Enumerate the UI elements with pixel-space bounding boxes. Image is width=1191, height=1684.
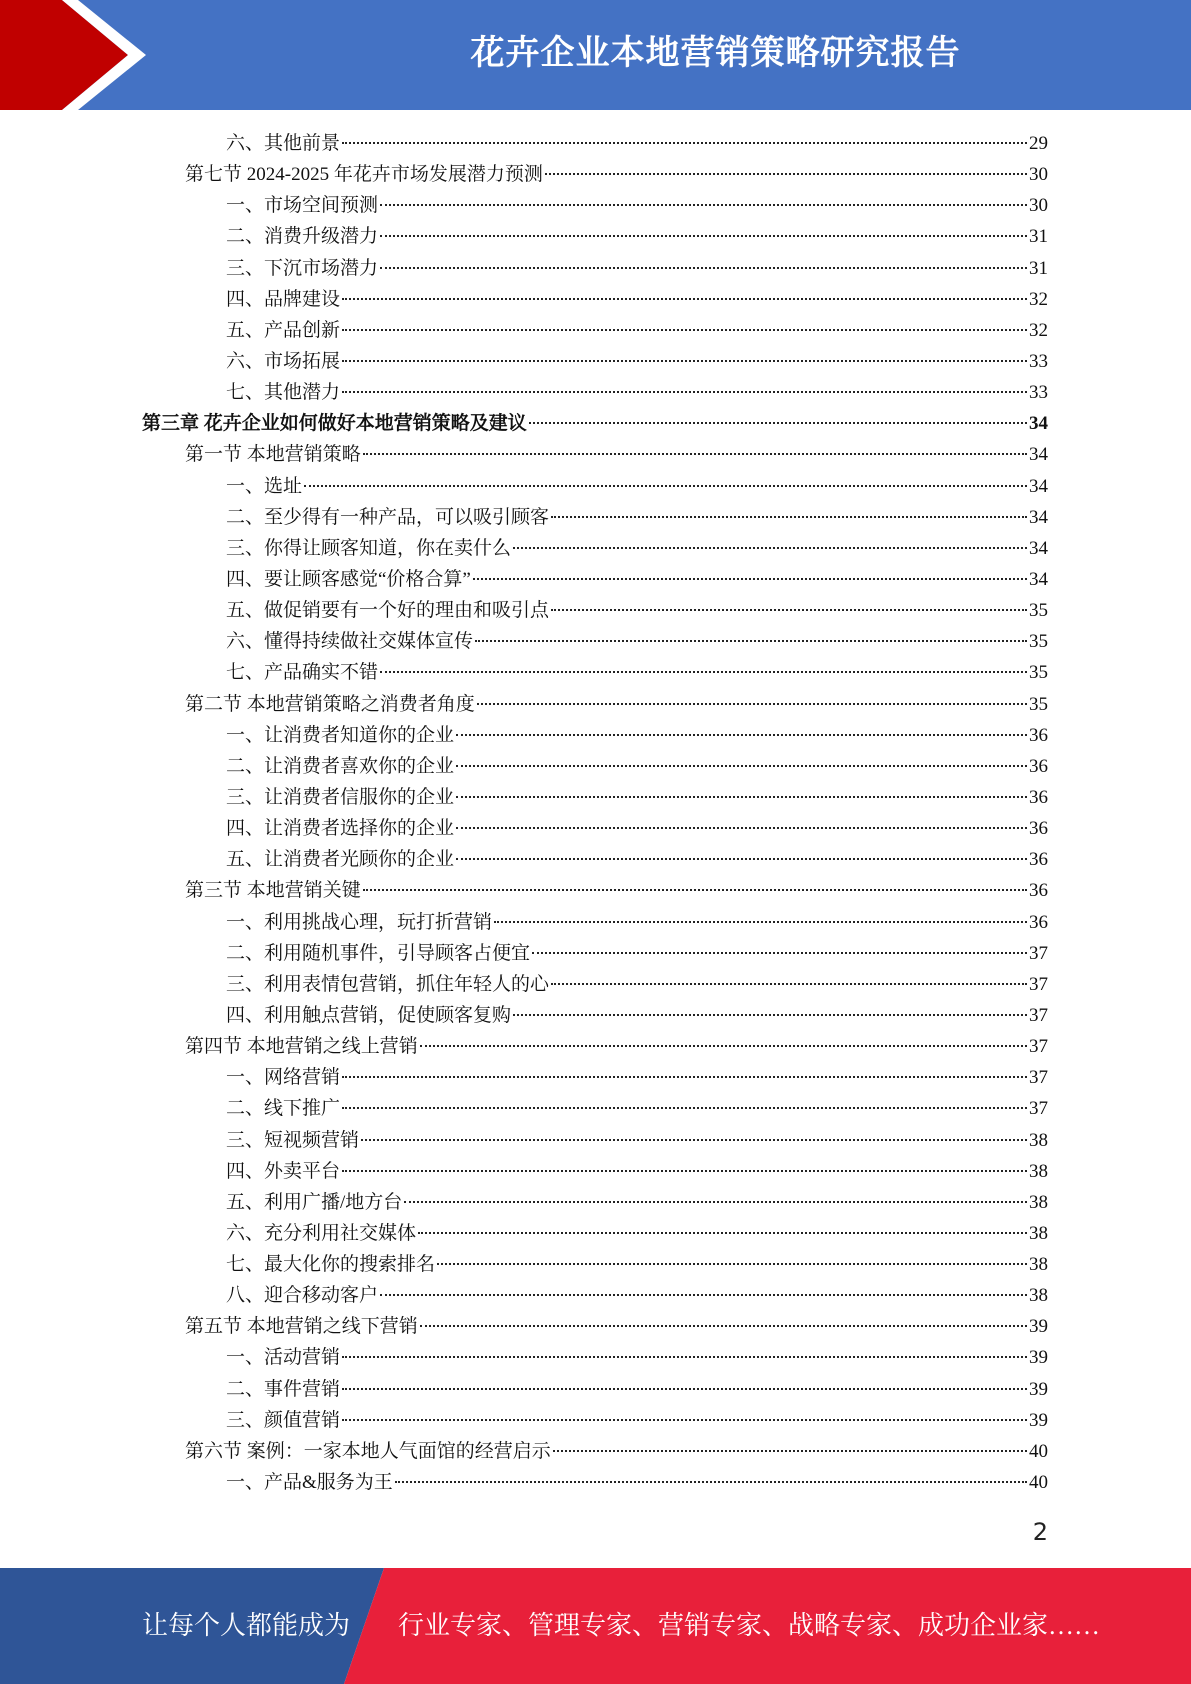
toc-entry-label: 七、最大化你的搜索排名	[226, 1254, 436, 1276]
toc-subsection-entry[interactable]	[142, 564, 1048, 595]
toc-entry-page: 38	[1029, 1285, 1048, 1307]
footer-slogan-left: 让每个人都能成为	[142, 1611, 351, 1640]
toc-entry-label: 一、利用挑战心理，玩打折营销	[226, 911, 493, 933]
toc-entry-label: 第一节 本地营销策略	[185, 444, 361, 466]
toc-subsection-entry[interactable]	[142, 346, 1048, 377]
toc-dot-leader	[529, 422, 1027, 424]
toc-entry-page: 37	[1029, 942, 1048, 964]
toc-dot-leader	[473, 578, 1027, 580]
toc-entry-page: 35	[1029, 693, 1048, 715]
toc-section-entry[interactable]	[142, 439, 1048, 470]
toc-section-entry[interactable]	[142, 875, 1048, 906]
toc-subsection-entry[interactable]	[142, 907, 1048, 938]
toc-chapter-entry[interactable]	[142, 408, 1048, 439]
toc-dot-leader	[342, 1076, 1027, 1078]
toc-subsection-entry[interactable]	[142, 190, 1048, 221]
report-title: 花卉企业本地营销策略研究报告	[470, 33, 961, 73]
toc-entry-label: 一、让消费者知道你的企业	[226, 724, 455, 746]
toc-subsection-entry[interactable]	[142, 284, 1048, 315]
toc-dot-leader	[456, 796, 1027, 798]
toc-entry-page: 39	[1029, 1347, 1048, 1369]
toc-entry-page: 34	[1029, 475, 1048, 497]
toc-subsection-entry[interactable]	[142, 221, 1048, 252]
toc-dot-leader	[418, 1232, 1027, 1234]
toc-subsection-entry[interactable]	[142, 1342, 1048, 1373]
toc-entry-label: 一、活动营销	[226, 1347, 341, 1369]
toc-entry-label: 五、产品创新	[226, 319, 341, 341]
toc-entry-page: 37	[1029, 1067, 1048, 1089]
toc-entry-page: 38	[1029, 1129, 1048, 1151]
toc-dot-leader	[380, 204, 1027, 206]
toc-entry-page: 36	[1029, 849, 1048, 871]
toc-entry-label: 六、市场拓展	[226, 350, 341, 372]
toc-dot-leader	[342, 298, 1027, 300]
toc-dot-leader	[456, 827, 1027, 829]
toc-entry-label: 六、充分利用社交媒体	[226, 1222, 417, 1244]
toc-subsection-entry[interactable]	[142, 1187, 1048, 1218]
toc-entry-label: 五、做促销要有一个好的理由和吸引点	[226, 600, 550, 622]
toc-entry-page: 36	[1029, 911, 1048, 933]
toc-dot-leader	[475, 640, 1027, 642]
toc-entry-page: 31	[1029, 257, 1048, 279]
toc-subsection-entry[interactable]	[142, 128, 1048, 159]
toc-subsection-entry[interactable]	[142, 502, 1048, 533]
toc-subsection-entry[interactable]	[142, 751, 1048, 782]
toc-entry-page: 30	[1029, 164, 1048, 186]
page-number: 2	[1032, 1518, 1048, 1546]
toc-dot-leader	[404, 1201, 1027, 1203]
toc-subsection-entry[interactable]	[142, 1405, 1048, 1436]
toc-entry-label: 三、你得让顾客知道，你在卖什么	[226, 537, 512, 559]
toc-dot-leader	[342, 142, 1027, 144]
toc-entry-page: 36	[1029, 755, 1048, 777]
toc-dot-leader	[437, 1263, 1027, 1265]
toc-entry-page: 35	[1029, 631, 1048, 653]
toc-dot-leader	[494, 921, 1027, 923]
toc-entry-label: 第三节 本地营销关键	[185, 880, 361, 902]
toc-subsection-entry[interactable]	[142, 1280, 1048, 1311]
toc-entry-label: 四、外卖平台	[226, 1160, 341, 1182]
toc-dot-leader	[342, 1170, 1027, 1172]
toc-entry-label: 五、利用广播/地方台	[226, 1191, 403, 1213]
toc-section-entry[interactable]	[142, 689, 1048, 720]
toc-dot-leader	[363, 889, 1027, 891]
toc-subsection-entry[interactable]	[142, 1093, 1048, 1124]
toc-subsection-entry[interactable]	[142, 720, 1048, 751]
toc-dot-leader	[551, 516, 1027, 518]
toc-subsection-entry[interactable]	[142, 969, 1048, 1000]
toc-entry-label: 二、利用随机事件，引导顾客占便宜	[226, 942, 531, 964]
table-of-contents	[142, 128, 1048, 1498]
page-header	[0, 0, 1191, 110]
toc-entry-label: 二、消费升级潜力	[226, 226, 379, 248]
toc-entry-page: 37	[1029, 1004, 1048, 1026]
toc-subsection-entry[interactable]	[142, 1374, 1048, 1405]
toc-entry-label: 一、网络营销	[226, 1067, 341, 1089]
toc-entry-page: 37	[1029, 1036, 1048, 1058]
toc-entry-page: 30	[1029, 195, 1048, 217]
toc-subsection-entry[interactable]	[142, 1000, 1048, 1031]
toc-subsection-entry[interactable]	[142, 1218, 1048, 1249]
toc-entry-page: 34	[1029, 537, 1048, 559]
toc-subsection-entry[interactable]	[142, 253, 1048, 284]
toc-entry-label: 一、产品&服务为王	[226, 1472, 393, 1494]
toc-dot-leader	[545, 173, 1027, 175]
toc-entry-page: 33	[1029, 382, 1048, 404]
toc-dot-leader	[551, 609, 1027, 611]
toc-section-entry[interactable]	[142, 159, 1048, 190]
toc-entry-label: 二、事件营销	[226, 1378, 341, 1400]
toc-subsection-entry[interactable]	[142, 626, 1048, 657]
toc-subsection-entry[interactable]	[142, 315, 1048, 346]
toc-entry-page: 32	[1029, 319, 1048, 341]
toc-subsection-entry[interactable]	[142, 1125, 1048, 1156]
toc-entry-label: 第四节 本地营销之线上营销	[185, 1036, 418, 1058]
toc-dot-leader	[342, 1388, 1027, 1390]
toc-dot-leader	[342, 329, 1027, 331]
toc-entry-page: 29	[1029, 133, 1048, 154]
footer-slogan-right: 行业专家、管理专家、营销专家、战略专家、成功企业家……	[398, 1611, 1101, 1640]
toc-subsection-entry[interactable]	[142, 533, 1048, 564]
toc-subsection-entry[interactable]	[142, 657, 1048, 688]
toc-subsection-entry[interactable]	[142, 595, 1048, 626]
toc-dot-leader	[342, 1419, 1027, 1421]
toc-entry-label: 三、短视频营销	[226, 1129, 360, 1151]
toc-entry-page: 39	[1029, 1409, 1048, 1431]
toc-entry-page: 39	[1029, 1378, 1048, 1400]
page-footer	[0, 1568, 1191, 1684]
toc-entry-label: 二、至少得有一种产品，可以吸引顾客	[226, 506, 550, 528]
toc-entry-label: 一、选址	[226, 475, 303, 497]
toc-dot-leader	[342, 1107, 1027, 1109]
toc-entry-page: 40	[1029, 1472, 1048, 1494]
toc-dot-leader	[380, 671, 1027, 673]
toc-dot-leader	[456, 734, 1027, 736]
toc-entry-label: 三、下沉市场潜力	[226, 257, 379, 279]
toc-subsection-entry[interactable]	[142, 1467, 1048, 1498]
toc-entry-page: 36	[1029, 786, 1048, 808]
toc-entry-label: 七、其他潜力	[226, 382, 341, 404]
toc-dot-leader	[513, 1014, 1027, 1016]
toc-entry-page: 35	[1029, 662, 1048, 684]
toc-entry-page: 35	[1029, 600, 1048, 622]
toc-entry-label: 四、品牌建设	[226, 288, 341, 310]
toc-subsection-entry[interactable]	[142, 1249, 1048, 1280]
toc-entry-page: 37	[1029, 1098, 1048, 1120]
toc-dot-leader	[380, 1294, 1027, 1296]
toc-entry-label: 四、利用触点营销，促使顾客复购	[226, 1004, 512, 1026]
toc-subsection-entry[interactable]	[142, 782, 1048, 813]
toc-section-entry[interactable]	[142, 1311, 1048, 1342]
toc-entry-label: 三、颜值营销	[226, 1409, 341, 1431]
toc-entry-label: 六、其他前景	[226, 133, 341, 154]
toc-dot-leader	[342, 360, 1027, 362]
toc-entry-label: 五、让消费者光顾你的企业	[226, 849, 455, 871]
toc-subsection-entry[interactable]	[142, 1062, 1048, 1093]
toc-entry-page: 34	[1029, 413, 1048, 435]
toc-dot-leader	[551, 983, 1027, 985]
toc-entry-label: 四、让消费者选择你的企业	[226, 818, 455, 840]
toc-section-entry[interactable]	[142, 1031, 1048, 1062]
toc-entry-page: 40	[1029, 1440, 1048, 1462]
toc-entry-page: 37	[1029, 973, 1048, 995]
toc-entry-label: 八、迎合移动客户	[226, 1285, 379, 1307]
toc-dot-leader	[513, 547, 1027, 549]
toc-dot-leader	[456, 765, 1027, 767]
toc-entry-label: 第三章 花卉企业如何做好本地营销策略及建议	[142, 413, 527, 435]
toc-dot-leader	[477, 703, 1027, 705]
toc-entry-page: 38	[1029, 1160, 1048, 1182]
toc-entry-page: 38	[1029, 1222, 1048, 1244]
toc-entry-label: 一、市场空间预测	[226, 195, 379, 217]
toc-entry-page: 34	[1029, 506, 1048, 528]
toc-entry-page: 32	[1029, 288, 1048, 310]
toc-entry-label: 二、让消费者喜欢你的企业	[226, 755, 455, 777]
toc-entry-page: 31	[1029, 226, 1048, 248]
toc-entry-page: 36	[1029, 880, 1048, 902]
toc-dot-leader	[342, 391, 1027, 393]
toc-entry-page: 36	[1029, 724, 1048, 746]
toc-section-entry[interactable]	[142, 1436, 1048, 1467]
toc-entry-label: 四、要让顾客感觉“价格合算”	[226, 568, 471, 590]
toc-dot-leader	[380, 267, 1027, 269]
toc-entry-label: 七、产品确实不错	[226, 662, 379, 684]
toc-entry-label: 第六节 案例：一家本地人气面馆的经营启示	[185, 1440, 551, 1462]
toc-dot-leader	[361, 1139, 1027, 1141]
toc-dot-leader	[304, 485, 1027, 487]
toc-entry-page: 36	[1029, 818, 1048, 840]
toc-entry-label: 三、利用表情包营销，抓住年轻人的心	[226, 973, 550, 995]
toc-entry-page: 34	[1029, 444, 1048, 466]
toc-entry-page: 38	[1029, 1254, 1048, 1276]
toc-dot-leader	[456, 858, 1027, 860]
toc-entry-label: 第二节 本地营销策略之消费者角度	[185, 693, 475, 715]
toc-dot-leader	[395, 1481, 1027, 1483]
toc-dot-leader	[380, 235, 1027, 237]
toc-dot-leader	[532, 952, 1027, 954]
toc-dot-leader	[420, 1325, 1027, 1327]
toc-subsection-entry[interactable]	[142, 1156, 1048, 1187]
toc-entry-label: 三、让消费者信服你的企业	[226, 786, 455, 808]
toc-subsection-entry[interactable]	[142, 938, 1048, 969]
toc-entry-label: 第五节 本地营销之线下营销	[185, 1316, 418, 1338]
toc-subsection-entry[interactable]	[142, 813, 1048, 844]
toc-subsection-entry[interactable]	[142, 844, 1048, 875]
toc-subsection-entry[interactable]	[142, 377, 1048, 408]
toc-dot-leader	[553, 1450, 1027, 1452]
toc-dot-leader	[342, 1356, 1027, 1358]
toc-entry-page: 38	[1029, 1191, 1048, 1213]
toc-dot-leader	[420, 1045, 1027, 1047]
toc-entry-label: 第七节 2024-2025 年花卉市场发展潜力预测	[185, 164, 543, 186]
toc-entry-label: 二、线下推广	[226, 1098, 341, 1120]
toc-entry-page: 39	[1029, 1316, 1048, 1338]
toc-entry-label: 六、懂得持续做社交媒体宣传	[226, 631, 474, 653]
toc-entry-page: 34	[1029, 568, 1048, 590]
toc-entry-page: 33	[1029, 350, 1048, 372]
toc-dot-leader	[363, 453, 1027, 455]
toc-subsection-entry[interactable]	[142, 471, 1048, 502]
